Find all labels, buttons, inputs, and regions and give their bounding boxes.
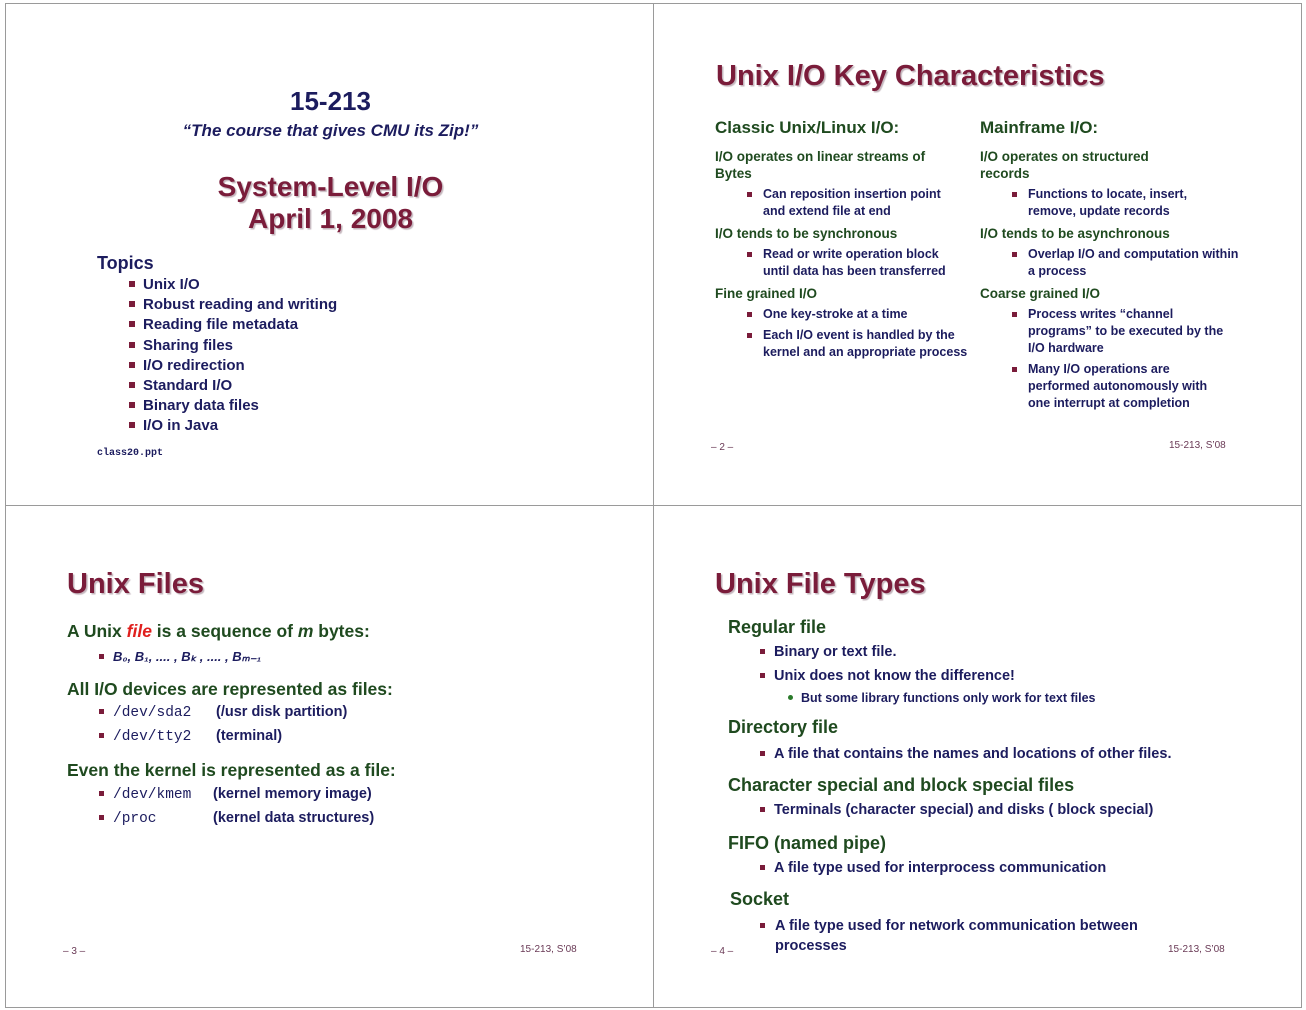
list-item: Terminals (character special) and disks ( block special) [760, 802, 1153, 818]
section-heading: Character special and block special files [728, 775, 1075, 795]
course-footer: 15-213, S’08 [520, 944, 577, 955]
list-item: /dev/sda2 (/usr disk partition) [99, 704, 347, 721]
column-point: I/O operates on structured records [980, 149, 1149, 181]
slide-4 [653, 505, 1302, 1008]
section-heading: Regular file [728, 617, 827, 637]
file-name: class20.ppt [97, 448, 164, 459]
slide-title: Unix File Types [715, 568, 926, 600]
list-item: Unix does not know the difference! [760, 668, 1015, 684]
square-bullet-icon [747, 192, 752, 197]
column-heading: Classic Unix/Linux I/O: [715, 118, 900, 137]
highlight-word: file [126, 621, 152, 641]
square-bullet-icon [99, 654, 104, 659]
list-item: Overlap I/O and computation within a process [1012, 246, 1243, 280]
list-item: Process writes “channel programs” to be executed by the I/O hardware [1012, 306, 1228, 357]
square-bullet-icon [129, 321, 135, 327]
slide-2 [653, 3, 1302, 506]
list-item: /proc (kernel data structures) [99, 810, 374, 827]
square-bullet-icon [99, 733, 104, 738]
column-point: I/O operates on linear streams of Bytes [715, 149, 926, 181]
square-bullet-icon [99, 791, 104, 796]
course-number: 15-213 [290, 86, 371, 116]
list-item: Many I/O operations are performed autonomously with one interrupt at completion [1012, 361, 1223, 412]
list-item: One key-stroke at a time [747, 306, 973, 323]
square-bullet-icon [129, 382, 135, 388]
topics-list [129, 275, 337, 437]
page-number: – 3 – [63, 946, 86, 957]
list-item: But some library functions only work for text files [788, 691, 1096, 705]
square-bullet-icon [1012, 252, 1017, 257]
column-point: Fine grained I/O [715, 286, 818, 301]
square-bullet-icon [129, 301, 135, 307]
list-item: Unix I/O [129, 275, 337, 295]
topics-heading: Topics [97, 253, 154, 273]
list-item: Reading file metadata [129, 315, 337, 335]
column-point: I/O tends to be synchronous [715, 226, 898, 241]
square-bullet-icon [1012, 312, 1017, 317]
dot-bullet-icon [788, 695, 793, 700]
section-heading: All I/O devices are represented as files: [67, 679, 393, 699]
list-item: Each I/O event is handled by the kernel and an appropriate process [747, 327, 973, 361]
slide-title: Unix Files [67, 568, 204, 600]
page-number: – 4 – [711, 946, 734, 957]
list-item: Binary or text file. [760, 644, 896, 660]
square-bullet-icon [129, 281, 135, 287]
page-number: – 2 – [711, 442, 734, 453]
square-bullet-icon [747, 312, 752, 317]
list-item: Standard I/O [129, 376, 337, 396]
left-column [715, 118, 968, 361]
list-item: Functions to locate, insert, remove, update records [1012, 186, 1228, 220]
list-item: I/O redirection [129, 356, 337, 376]
list-item: Robust reading and writing [129, 295, 337, 315]
square-bullet-icon [760, 673, 765, 678]
section-heading: Even the kernel is represented as a file: [67, 760, 396, 780]
column-heading: Mainframe I/O: [980, 118, 1099, 137]
slide-3 [5, 505, 654, 1008]
square-bullet-icon [760, 865, 765, 870]
course-footer: 15-213, S’08 [1169, 440, 1226, 451]
list-item: Read or write operation block until data has been transferred [747, 246, 958, 280]
square-bullet-icon [760, 923, 765, 928]
square-bullet-icon [129, 402, 135, 408]
slide-title: Unix I/O Key Characteristics [716, 60, 1105, 92]
list-item: /dev/kmem (kernel memory image) [99, 786, 372, 803]
list-item: Can reposition insertion point and extend file at end [747, 186, 963, 220]
section-heading: Socket [730, 889, 790, 909]
list-item: A file that contains the names and locations of other files. [760, 746, 1171, 762]
square-bullet-icon [760, 649, 765, 654]
square-bullet-icon [760, 807, 765, 812]
section-heading: Directory file [728, 717, 839, 737]
column-point: Coarse grained I/O [980, 286, 1101, 301]
slide-1 [5, 3, 654, 506]
square-bullet-icon [99, 815, 104, 820]
list-item: B₀, B₁, .... , Bₖ , .... , Bₘ₋₁ [99, 649, 261, 665]
list-item: I/O in Java [129, 416, 337, 436]
square-bullet-icon [747, 252, 752, 257]
square-bullet-icon [129, 362, 135, 368]
square-bullet-icon [129, 422, 135, 428]
square-bullet-icon [1012, 192, 1017, 197]
square-bullet-icon [129, 342, 135, 348]
square-bullet-icon [1012, 367, 1017, 372]
square-bullet-icon [99, 709, 104, 714]
list-item: Binary data files [129, 396, 337, 416]
section-heading: A Unix file is a sequence of m bytes: [67, 621, 370, 641]
right-column [980, 118, 1240, 412]
list-item: A file type used for interprocess communication [760, 860, 1106, 876]
column-point: I/O tends to be asynchronous [980, 226, 1170, 241]
slide-title-line2: April 1, 2008 [248, 203, 413, 234]
list-item: A file type used for network communication between processes [760, 916, 1180, 956]
slide-title-line1: System-Level I/O [217, 171, 444, 202]
section-heading: FIFO (named pipe) [728, 833, 887, 853]
list-item: Sharing files [129, 336, 337, 356]
list-item: /dev/tty2 (terminal) [99, 728, 282, 745]
course-footer: 15-213, S’08 [1168, 944, 1225, 955]
square-bullet-icon [747, 333, 752, 338]
course-tagline: “The course that gives CMU its Zip!” [182, 121, 479, 140]
square-bullet-icon [760, 751, 765, 756]
